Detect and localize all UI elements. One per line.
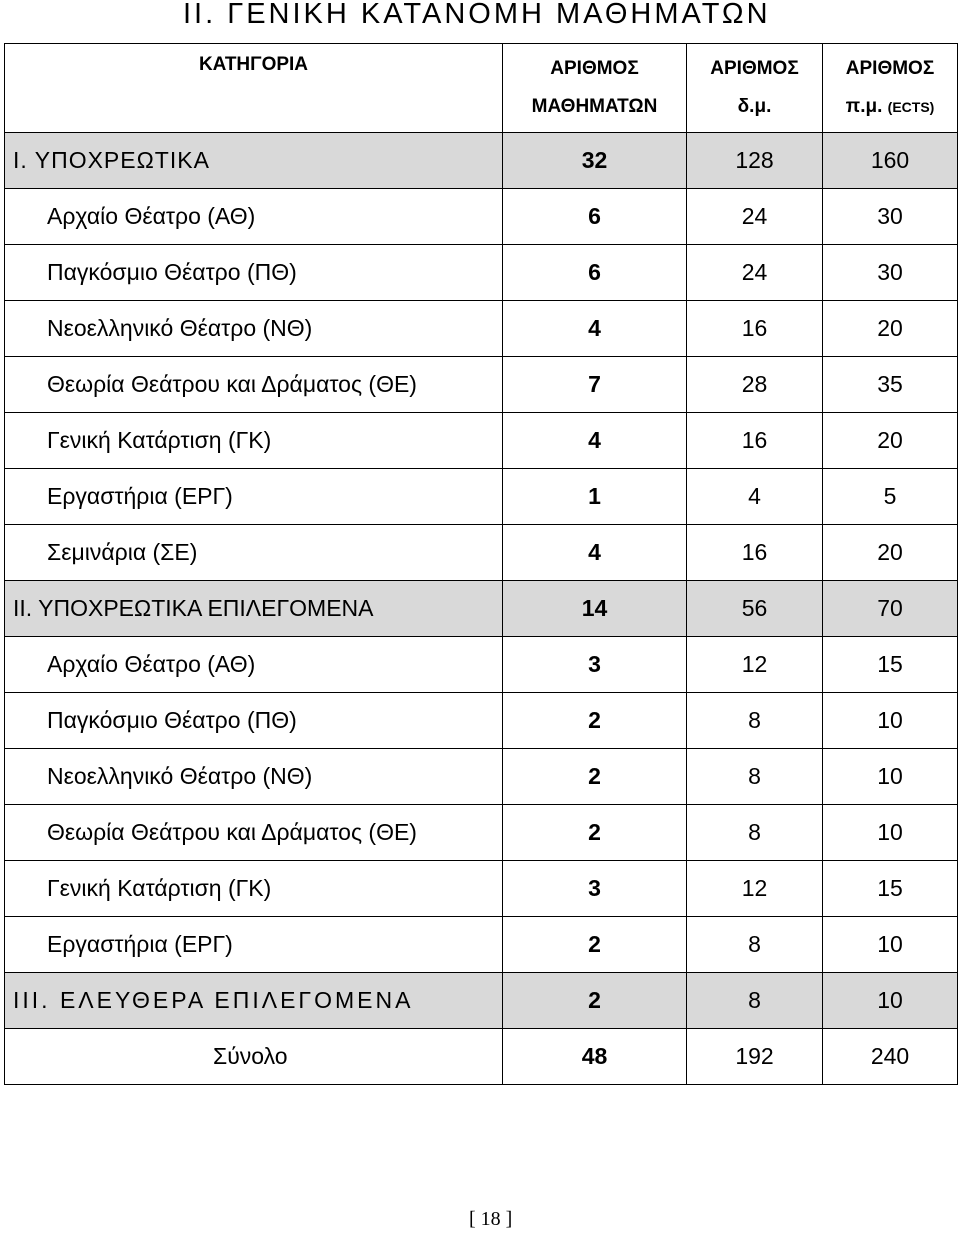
row-courses: 3 xyxy=(503,637,687,693)
table-row xyxy=(5,693,958,749)
row-courses: 2 xyxy=(503,973,687,1029)
row-courses: 2 xyxy=(503,693,687,749)
row-courses: 6 xyxy=(503,245,687,301)
row-name: ΙΙ. ΥΠΟΧΡΕΩΤΙΚΑ ΕΠΙΛΕΓΟΜΕΝΑ xyxy=(5,581,503,637)
table-row xyxy=(5,189,958,245)
row-name: Σύνολο xyxy=(5,1029,503,1085)
row-ects: 10 xyxy=(823,749,958,805)
row-ects: 30 xyxy=(823,189,958,245)
table-row xyxy=(5,413,958,469)
row-courses: 32 xyxy=(503,133,687,189)
table-row xyxy=(5,861,958,917)
table-row-total xyxy=(5,1029,958,1085)
row-name: Γενική Κατάρτιση (ΓΚ) xyxy=(5,413,503,469)
row-dm: 16 xyxy=(687,301,823,357)
row-courses: 2 xyxy=(503,805,687,861)
table-row xyxy=(5,469,958,525)
row-dm: 16 xyxy=(687,413,823,469)
row-name: Παγκόσμιο Θέατρο (ΠΘ) xyxy=(5,693,503,749)
table-row-section xyxy=(5,133,958,189)
row-ects: 10 xyxy=(823,693,958,749)
row-dm: 12 xyxy=(687,637,823,693)
row-ects: 15 xyxy=(823,861,958,917)
row-dm: 8 xyxy=(687,917,823,973)
row-dm: 4 xyxy=(687,469,823,525)
row-ects: 20 xyxy=(823,301,958,357)
row-dm: 8 xyxy=(687,749,823,805)
table-row-section xyxy=(5,973,958,1029)
row-dm: 28 xyxy=(687,357,823,413)
row-ects: 10 xyxy=(823,917,958,973)
row-dm: 24 xyxy=(687,189,823,245)
row-name: ΙΙΙ. ΕΛΕΥΘΕΡΑ ΕΠΙΛΕΓΟΜΕΝΑ xyxy=(5,973,503,1029)
page-number: [ 18 ] xyxy=(469,1208,513,1230)
row-dm: 8 xyxy=(687,973,823,1029)
table-row xyxy=(5,637,958,693)
row-courses: 4 xyxy=(503,301,687,357)
row-ects: 20 xyxy=(823,525,958,581)
row-name: Παγκόσμιο Θέατρο (ΠΘ) xyxy=(5,245,503,301)
table-row xyxy=(5,525,958,581)
row-name: Εργαστήρια (ΕΡΓ) xyxy=(5,469,503,525)
row-courses: 2 xyxy=(503,749,687,805)
table-row xyxy=(5,749,958,805)
table-row xyxy=(5,301,958,357)
page-title: II. ΓΕΝΙΚΗ ΚΑΤΑΝΟΜΗ ΜΑΘΗΜΑΤΩΝ xyxy=(183,0,771,30)
row-courses: 7 xyxy=(503,357,687,413)
header-courses: ΑΡΙΘΜΟΣ ΜΑΘΗΜΑΤΩΝ xyxy=(503,44,687,133)
row-ects: 15 xyxy=(823,637,958,693)
row-name: Νεοελληνικό Θέατρο (ΝΘ) xyxy=(5,301,503,357)
row-courses: 2 xyxy=(503,917,687,973)
row-ects: 20 xyxy=(823,413,958,469)
row-name: Θεωρία Θεάτρου και Δράματος (ΘΕ) xyxy=(5,805,503,861)
row-courses: 4 xyxy=(503,413,687,469)
row-ects: 240 xyxy=(823,1029,958,1085)
row-name: Σεμινάρια (ΣΕ) xyxy=(5,525,503,581)
header-ects: ΑΡΙΘΜΟΣ π.μ. (ECTS) xyxy=(823,44,958,133)
row-ects: 160 xyxy=(823,133,958,189)
row-name: Θεωρία Θεάτρου και Δράματος (ΘΕ) xyxy=(5,357,503,413)
row-dm: 24 xyxy=(687,245,823,301)
row-ects: 10 xyxy=(823,805,958,861)
row-dm: 8 xyxy=(687,805,823,861)
row-dm: 192 xyxy=(687,1029,823,1085)
row-courses: 48 xyxy=(503,1029,687,1085)
row-dm: 56 xyxy=(687,581,823,637)
row-ects: 30 xyxy=(823,245,958,301)
table-row xyxy=(5,245,958,301)
table-row xyxy=(5,805,958,861)
row-courses: 6 xyxy=(503,189,687,245)
row-dm: 128 xyxy=(687,133,823,189)
row-courses: 1 xyxy=(503,469,687,525)
row-ects: 5 xyxy=(823,469,958,525)
table-row xyxy=(5,357,958,413)
row-name: Αρχαίο Θέατρο (ΑΘ) xyxy=(5,189,503,245)
row-name: Αρχαίο Θέατρο (ΑΘ) xyxy=(5,637,503,693)
row-dm: 8 xyxy=(687,693,823,749)
row-ects: 70 xyxy=(823,581,958,637)
row-name: Νεοελληνικό Θέατρο (ΝΘ) xyxy=(5,749,503,805)
course-distribution-table xyxy=(4,43,958,1085)
row-courses: 4 xyxy=(503,525,687,581)
header-dm: ΑΡΙΘΜΟΣ δ.μ. xyxy=(687,44,823,133)
row-name: Γενική Κατάρτιση (ΓΚ) xyxy=(5,861,503,917)
row-dm: 16 xyxy=(687,525,823,581)
row-courses: 14 xyxy=(503,581,687,637)
row-courses: 3 xyxy=(503,861,687,917)
table-header-row xyxy=(5,44,958,133)
table-row-section xyxy=(5,581,958,637)
header-category: ΚΑΤΗΓΟΡΙΑ xyxy=(5,44,503,133)
table-row xyxy=(5,917,958,973)
row-name: Ι. ΥΠΟΧΡΕΩΤΙΚΑ xyxy=(5,133,503,189)
row-ects: 35 xyxy=(823,357,958,413)
row-name: Εργαστήρια (ΕΡΓ) xyxy=(5,917,503,973)
row-ects: 10 xyxy=(823,973,958,1029)
row-dm: 12 xyxy=(687,861,823,917)
